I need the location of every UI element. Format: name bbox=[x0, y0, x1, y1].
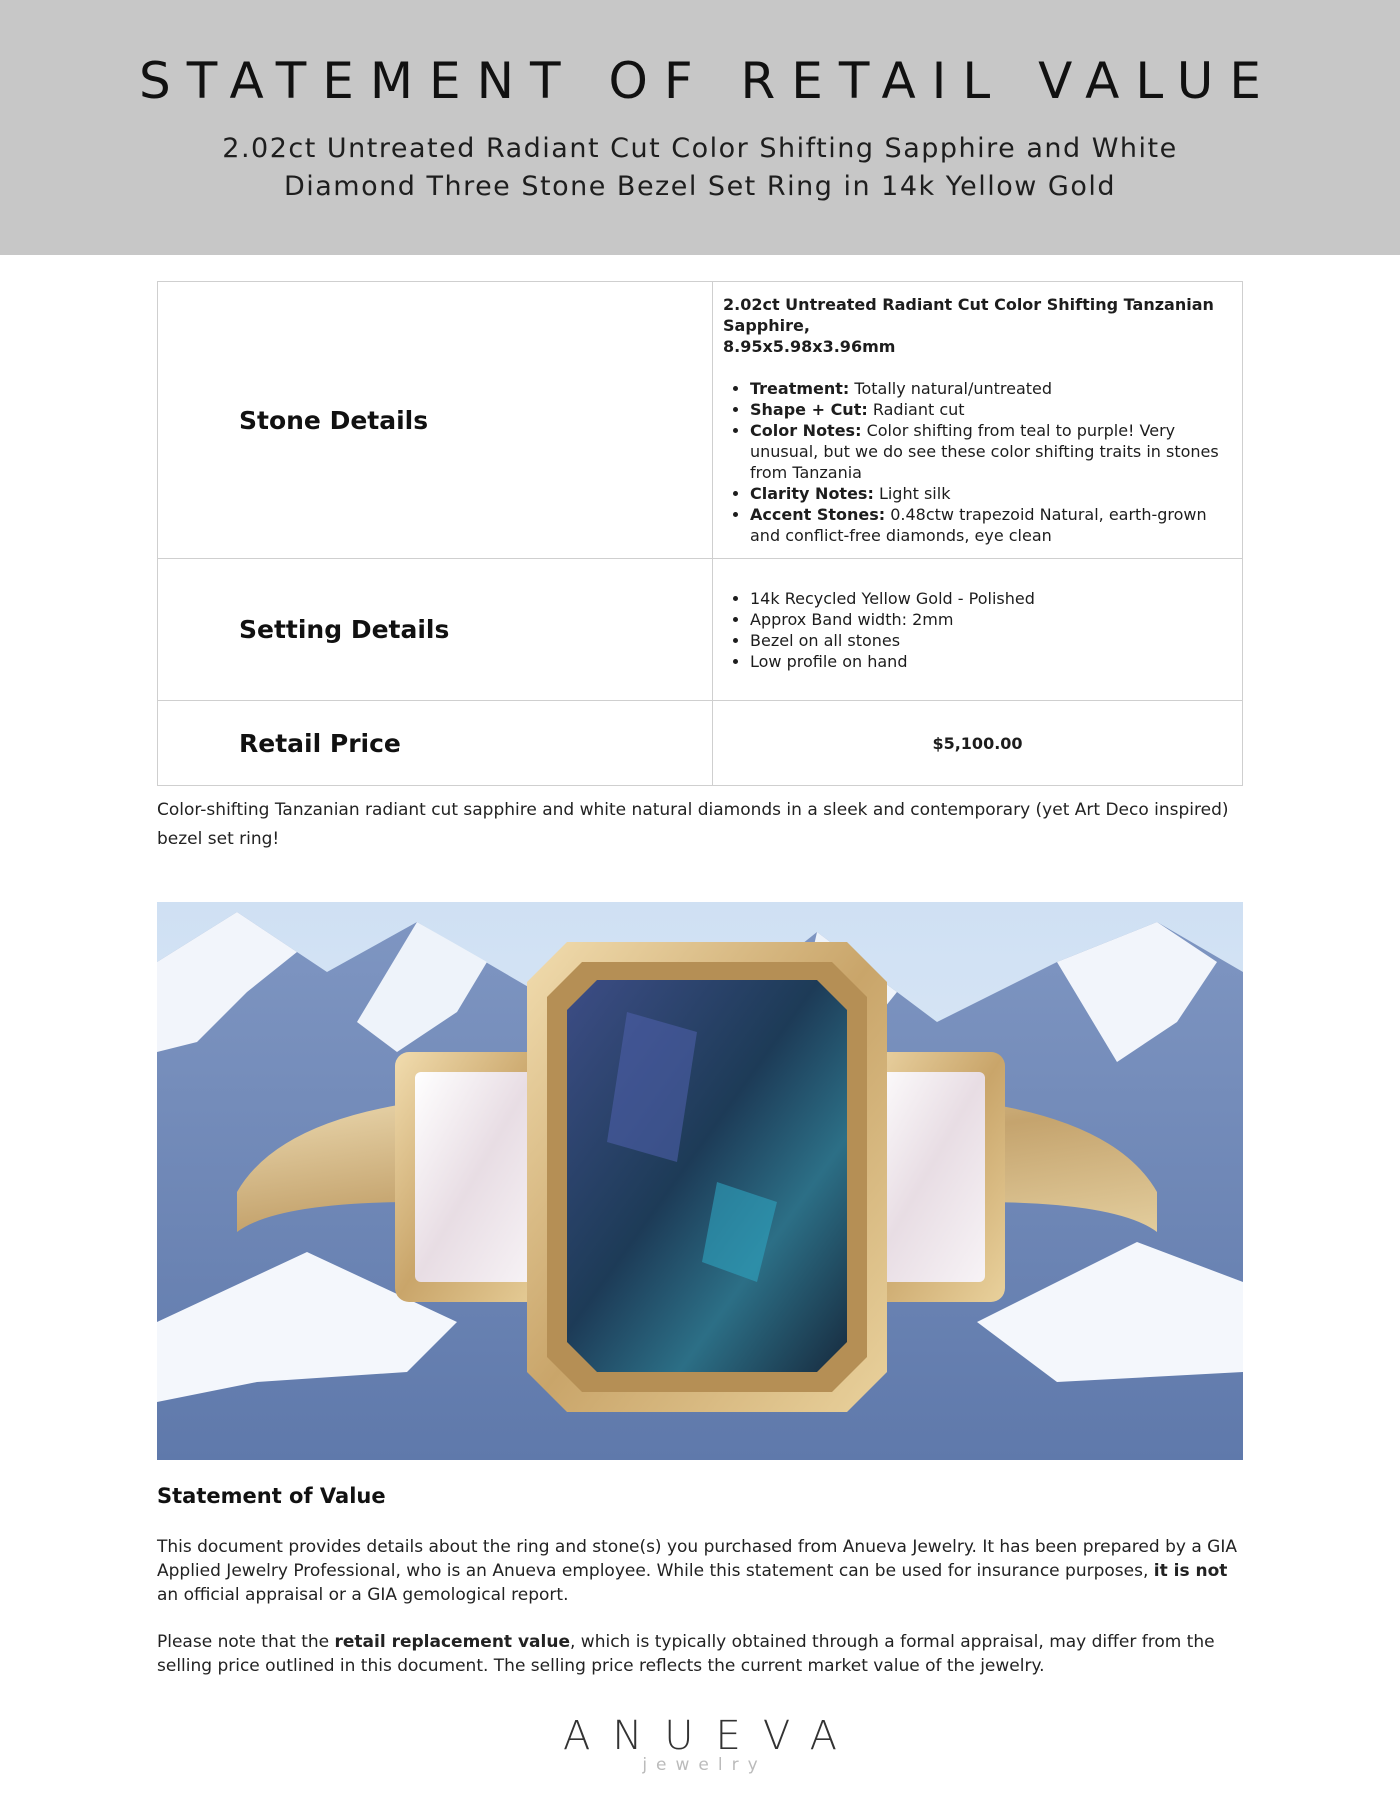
description-line-2: bezel set ring! bbox=[157, 829, 280, 849]
stone-title bbox=[723, 294, 1232, 357]
setting-details-value bbox=[713, 559, 1243, 701]
ring-photo bbox=[157, 902, 1243, 1460]
product-description bbox=[157, 796, 1243, 854]
stone-details-value bbox=[713, 282, 1243, 559]
list-item bbox=[750, 378, 1232, 399]
retail-price-label: Retail Price bbox=[158, 701, 713, 786]
company-logo bbox=[0, 1713, 1400, 1775]
stone-title-line-2: 8.95x5.98x3.96mm bbox=[723, 337, 896, 356]
attribute-key: Color Notes: bbox=[750, 421, 862, 440]
attribute-key: Shape + Cut: bbox=[750, 400, 868, 419]
stone-title-line-1: 2.02ct Untreated Radiant Cut Color Shifting Tanzanian Sapphire, bbox=[723, 295, 1214, 335]
page-subtitle bbox=[150, 130, 1250, 206]
attribute-value: Light silk bbox=[873, 484, 951, 503]
statement-paragraph-2 bbox=[157, 1630, 1247, 1678]
stone-details-row bbox=[158, 282, 1243, 559]
statement-title: Statement of Value bbox=[157, 1484, 386, 1508]
statement-body bbox=[157, 1535, 1247, 1701]
list-item bbox=[750, 399, 1232, 420]
list-item: • Bezel on all stones bbox=[750, 630, 1232, 651]
logo-tagline: jewelry bbox=[642, 1755, 767, 1775]
list-item bbox=[750, 420, 1232, 483]
list-item: • 14k Recycled Yellow Gold - Polished bbox=[750, 588, 1232, 609]
stone-details-label: Stone Details bbox=[158, 282, 713, 559]
emphasis-text: it is not bbox=[1153, 1561, 1228, 1581]
attribute-value: Color shifting from teal to purple! Very unusual, but we do see these color shifting traits in stones from Tanzania bbox=[750, 421, 1219, 482]
attribute-key: Accent Stones: bbox=[750, 505, 886, 524]
list-item: • Approx Band width: 2mm bbox=[750, 609, 1232, 630]
retail-price-row bbox=[158, 701, 1243, 786]
attribute-value: Radiant cut bbox=[867, 400, 965, 419]
setting-details-label: Setting Details bbox=[158, 559, 713, 701]
retail-price-value: $5,100.00 bbox=[713, 701, 1243, 786]
details-table bbox=[157, 281, 1243, 786]
subtitle-line-1: 2.02ct Untreated Radiant Cut Color Shifting Sapphire and White bbox=[222, 133, 1178, 164]
emphasis-text: retail replacement value bbox=[334, 1632, 570, 1652]
ring-photo-illustration bbox=[157, 902, 1243, 1460]
attribute-value: Totally natural/untreated bbox=[849, 379, 1053, 398]
text-span: This document provides details about the ring and stone(s) you purchased from Anueva Jewelry. It has been prepared by a GIA Applied Jewelry Professional, who is an Anueva employee. While this statement can be used for insurance purposes, bbox=[157, 1537, 1237, 1581]
text-span: Please note that the bbox=[157, 1632, 335, 1652]
statement-paragraph-1 bbox=[157, 1535, 1247, 1607]
text-span: an official appraisal or a GIA gemological report. bbox=[157, 1585, 569, 1605]
page-title: STATEMENT OF RETAIL VALUE bbox=[139, 52, 1277, 110]
attribute-key: Clarity Notes: bbox=[750, 484, 874, 503]
list-item bbox=[750, 483, 1232, 504]
list-item bbox=[750, 504, 1232, 546]
setting-details-row bbox=[158, 559, 1243, 701]
page-header bbox=[0, 0, 1400, 255]
attribute-key: Treatment: bbox=[750, 379, 850, 398]
subtitle-line-2: Diamond Three Stone Bezel Set Ring in 14k Yellow Gold bbox=[283, 171, 1117, 202]
stone-attribute-list bbox=[723, 378, 1232, 546]
attribute-value: 0.48ctw trapezoid Natural, earth-grown and conflict-free diamonds, eye clean bbox=[750, 505, 1207, 545]
text-span: , which is typically obtained through a formal appraisal, may differ from the selling price outlined in this document. The selling price reflects the current market value of the jewelry. bbox=[157, 1632, 1215, 1676]
logo-brand: ANUEVA bbox=[562, 1713, 859, 1759]
list-item: • Low profile on hand bbox=[750, 651, 1232, 672]
description-line-1: Color-shifting Tanzanian radiant cut sapphire and white natural diamonds in a sleek and contemporary (yet Art Deco inspired) bbox=[157, 800, 1229, 820]
setting-attribute-list bbox=[723, 588, 1232, 672]
